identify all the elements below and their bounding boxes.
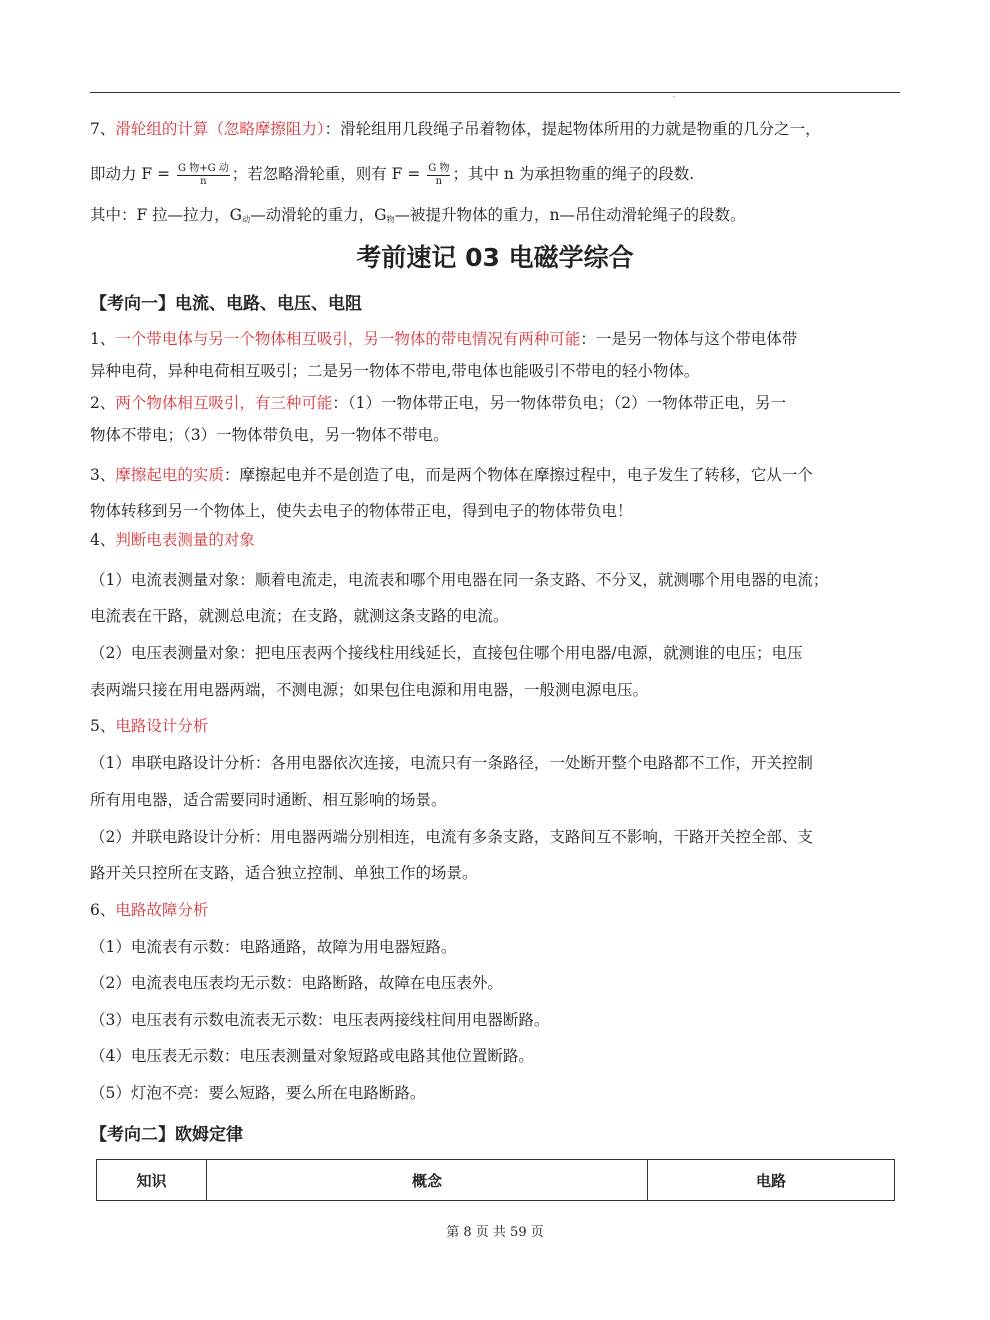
item4-sub2-line1: （2）电压表测量对象：把电压表两个接线柱用线延长，直接包住哪个用电器/电源，就测谁的电压；电压 xyxy=(90,644,803,662)
point7-line1: 7、滑轮组的计算（忽略摩擦阻力）：滑轮组用几段绳子吊着物体，提起物体所用的力就是物重的几分之一， xyxy=(90,120,821,138)
point7-formula-line: 即动力 F = $\frac{\text{G 物+G 动}}{n}$ ；若忽略滑轮重，则有 F = $\frac{\text{G 物}}{n}$ ；其中 n 为承担物重的绳子的段数. xyxy=(90,162,695,187)
point7-where-line: 其中：F 拉—拉力，$G_动—$动滑轮的重力，$G_物—$被提升物体的重力，n—吊住动滑轮绳子的段数。 xyxy=(90,206,746,224)
table-header-concept: 概念 xyxy=(207,1160,648,1201)
item4-sub1-line1: （1）电流表测量对象：顺着电流走，电流表和哪个用电器在同一条支路、不分叉，就测哪个用电器的电流； xyxy=(90,571,829,589)
section-heading-1: 【考向一】电流、电路、电压、电阻 xyxy=(90,294,362,314)
formula-fraction-2: $\frac{\text{G 物}}{n}$ xyxy=(428,162,450,187)
item1-line1: 1、一个带电体与另一个物体相互吸引，另一物体的带电情况有两种可能：一是另一物体与这个带电体带 xyxy=(90,330,798,348)
item5-heading: 5、电路设计分析 xyxy=(90,717,209,735)
item3-line1: 3、摩擦起电的实质：摩擦起电并不是创造了电，而是两个物体在摩擦过程中，电子发生了转移，它从一个 xyxy=(90,466,813,484)
chapter-title: 考前速记 03 电磁学综合 xyxy=(356,243,634,272)
section-heading-2: 【考向二】欧姆定律 xyxy=(90,1125,243,1145)
header-rule xyxy=(90,92,900,93)
item2-line1: 2、两个物体相互吸引，有三种可能：（1）一物体带正电，另一物体带负电；（2）一物体带正电，另一 xyxy=(90,394,787,412)
table-header-circuit: 电路 xyxy=(648,1160,895,1201)
item6-sub1: （1）电流表有示数：电路通路，故障为用电器短路。 xyxy=(90,938,457,956)
formula-fraction-1: $\frac{\text{G 物+G 动}}{n}$ xyxy=(178,162,229,187)
item1-line2: 异种电荷，异种电荷相互吸引；二是另一物体不带电,带电体也能吸引不带电的轻小物体。 xyxy=(90,362,700,380)
ohm-law-table xyxy=(96,1159,895,1201)
table-header-knowledge: 知识 xyxy=(97,1160,207,1201)
point7-title: 滑轮组的计算（忽略摩擦阻力） xyxy=(115,120,325,138)
item4-heading: 4、判断电表测量的对象 xyxy=(90,531,255,549)
item6-heading: 6、电路故障分析 xyxy=(90,901,209,919)
header-mark: ˇ xyxy=(672,96,676,104)
item2-line2: 物体不带电；（3）一物体带负电，另一物体不带电。 xyxy=(90,426,449,444)
item5-sub1-line2: 所有用电器，适合需要同时通断、相互影响的场景。 xyxy=(90,791,447,809)
item4-sub1-line2: 电流表在干路，就测总电流；在支路，就测这条支路的电流。 xyxy=(90,607,509,625)
page-footer: 第 8 页 共 59 页 xyxy=(446,1225,544,1240)
item5-sub2-line1: （2）并联电路设计分析：用电器两端分别相连，电流有多条支路，支路间互不影响，干路开关控全部、支 xyxy=(90,828,813,846)
item4-sub2-line2: 表两端只接在用电器两端，不测电源；如果包住电源和用电器，一般测电源电压。 xyxy=(90,681,649,699)
item6-sub3: （3）电压表有示数电流表无示数：电压表两接线柱间用电器断路。 xyxy=(90,1011,550,1029)
item5-sub1-line1: （1）串联电路设计分析：各用电器依次连接，电流只有一条路径，一处断开整个电路都不工作，开关控制 xyxy=(90,754,813,772)
table-header-row xyxy=(97,1160,895,1201)
item6-sub2: （2）电流表电压表均无示数：电路断路，故障在电压表外。 xyxy=(90,974,503,992)
item5-sub2-line2: 路开关只控所在支路，适合独立控制、单独工作的场景。 xyxy=(90,864,478,882)
item6-sub4: （4）电压表无示数：电压表测量对象短路或电路其他位置断路。 xyxy=(90,1047,534,1065)
item6-sub5: （5）灯泡不亮：要么短路，要么所在电路断路。 xyxy=(90,1084,426,1102)
item3-line2: 物体转移到另一个物体上，使失去电子的物体带正电，得到电子的物体带负电！ xyxy=(90,502,633,520)
